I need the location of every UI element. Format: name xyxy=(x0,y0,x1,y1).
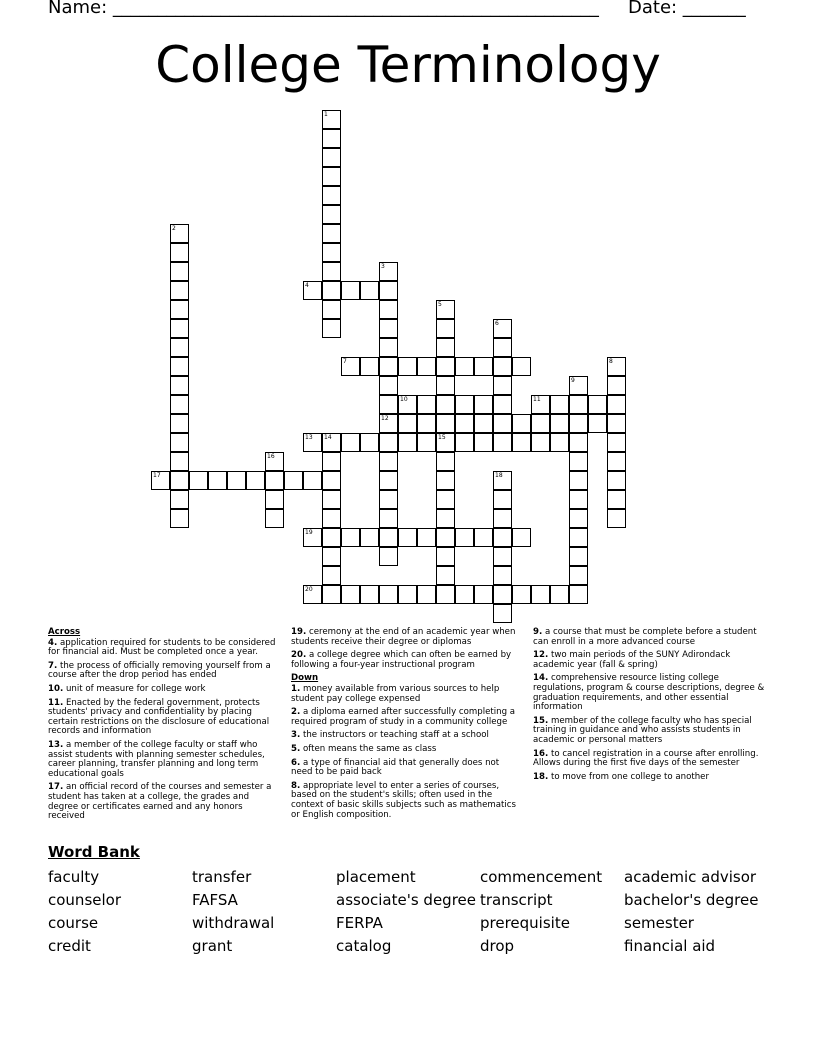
grid-cell[interactable] xyxy=(436,471,455,490)
word-bank-item: transcript xyxy=(480,891,553,909)
grid-cell[interactable] xyxy=(398,433,417,452)
grid-cell[interactable] xyxy=(455,357,474,376)
grid-cell[interactable] xyxy=(379,319,398,338)
down-clue xyxy=(291,745,523,755)
word-bank-item: transfer xyxy=(192,868,252,886)
grid-cell[interactable] xyxy=(322,528,341,547)
grid-cell[interactable] xyxy=(531,585,550,604)
across-clue xyxy=(48,685,280,695)
grid-cell[interactable] xyxy=(170,376,189,395)
grid-cell[interactable] xyxy=(436,528,455,547)
across-clue xyxy=(48,699,280,737)
grid-cell[interactable] xyxy=(227,471,246,490)
grid-cell[interactable] xyxy=(493,585,512,604)
grid-cell[interactable] xyxy=(531,414,550,433)
clue-text: member of the college faculty who has special training in guidance and who assists students in academic or personal matters xyxy=(533,715,752,745)
down-clue xyxy=(291,759,523,778)
grid-cell[interactable] xyxy=(322,300,341,319)
grid-cell[interactable] xyxy=(493,338,512,357)
grid-cell[interactable] xyxy=(550,585,569,604)
clue-number: 1. xyxy=(291,683,301,694)
clue-number: 17 xyxy=(153,472,161,479)
clue-text: appropriate level to enter a series of courses, based on the student's skills; often used in the context of basic skills subjects such as mathematics or English composition. xyxy=(291,780,517,820)
clue-text: to cancel registration in a course after enrolling. Allows during the first five days of the semester xyxy=(533,748,759,769)
grid-cell[interactable] xyxy=(322,129,341,148)
grid-cell[interactable] xyxy=(360,585,379,604)
grid-cell[interactable] xyxy=(493,414,512,433)
word-bank-item: associate's degree xyxy=(336,891,476,909)
grid-cell[interactable] xyxy=(265,452,284,471)
grid-cell[interactable] xyxy=(493,566,512,585)
down-clue xyxy=(291,685,523,704)
word-bank-item: academic advisor xyxy=(624,868,757,886)
grid-cell[interactable] xyxy=(170,509,189,528)
grid-cell[interactable] xyxy=(170,224,189,243)
grid-cell[interactable] xyxy=(569,471,588,490)
word-bank-column xyxy=(624,866,758,958)
grid-cell[interactable] xyxy=(474,414,493,433)
word-bank-item: bachelor's degree xyxy=(624,891,759,909)
grid-cell[interactable] xyxy=(379,414,398,433)
grid-cell[interactable] xyxy=(284,471,303,490)
grid-cell[interactable] xyxy=(322,281,341,300)
clue-number: 9. xyxy=(533,627,543,637)
grid-cell[interactable] xyxy=(265,509,284,528)
clue-text: a diploma earned after successfully completing a required program of study in a community college xyxy=(291,707,516,727)
grid-cell[interactable] xyxy=(493,509,512,528)
grid-cell[interactable] xyxy=(322,262,341,281)
grid-cell[interactable] xyxy=(398,528,417,547)
down-clue xyxy=(533,773,765,783)
grid-cell[interactable] xyxy=(379,452,398,471)
grid-cell[interactable] xyxy=(379,376,398,395)
grid-cell[interactable] xyxy=(189,471,208,490)
date-field[interactable]: Date: _______ xyxy=(628,0,746,18)
across-clue xyxy=(48,662,280,681)
grid-cell[interactable] xyxy=(398,414,417,433)
grid-cell[interactable] xyxy=(379,471,398,490)
grid-cell[interactable] xyxy=(455,395,474,414)
clue-number: 7 xyxy=(343,358,347,365)
grid-cell[interactable] xyxy=(170,395,189,414)
grid-cell[interactable] xyxy=(455,414,474,433)
clue-text: Enacted by the federal government, protects students' privacy and confidentiality by placing certain restrictions on the disclosure of educational records and information xyxy=(48,697,270,737)
grid-cell[interactable] xyxy=(493,528,512,547)
clue-number: 14. xyxy=(533,673,549,684)
clue-number: 8. xyxy=(291,780,301,791)
down-clue xyxy=(533,717,765,746)
clues-column-2 xyxy=(291,628,523,824)
word-bank-column xyxy=(480,866,602,958)
clue-number: 20. xyxy=(291,650,307,661)
grid-cell[interactable] xyxy=(208,471,227,490)
clue-number: 14 xyxy=(324,434,332,441)
clue-number: 9 xyxy=(571,377,575,384)
clue-text: comprehensive resource listing college regulations, program & course descriptions, degree & graduation requirements, and other essential information xyxy=(533,673,765,713)
down-clue xyxy=(533,651,765,670)
grid-cell[interactable] xyxy=(607,490,626,509)
grid-cell[interactable] xyxy=(436,319,455,338)
grid-cell[interactable] xyxy=(455,528,474,547)
grid-cell[interactable] xyxy=(436,566,455,585)
grid-cell[interactable] xyxy=(436,338,455,357)
grid-cell[interactable] xyxy=(493,604,512,623)
clue-number: 13 xyxy=(305,434,313,441)
clue-number: 5 xyxy=(438,301,442,308)
down-clue xyxy=(533,674,765,712)
grid-cell[interactable] xyxy=(569,585,588,604)
grid-cell[interactable] xyxy=(341,585,360,604)
grid-cell[interactable] xyxy=(493,471,512,490)
word-bank-column xyxy=(336,866,476,958)
across-heading: Across xyxy=(48,627,81,637)
grid-cell[interactable] xyxy=(379,509,398,528)
grid-cell[interactable] xyxy=(493,490,512,509)
grid-cell[interactable] xyxy=(322,547,341,566)
down-clue xyxy=(291,731,523,741)
clues-column-3 xyxy=(533,628,765,786)
grid-cell[interactable] xyxy=(569,395,588,414)
across-clue xyxy=(48,783,280,821)
grid-cell[interactable] xyxy=(303,528,322,547)
grid-cell[interactable] xyxy=(322,452,341,471)
grid-cell[interactable] xyxy=(170,452,189,471)
grid-cell[interactable] xyxy=(607,452,626,471)
clues-column-1 xyxy=(48,628,280,826)
grid-cell[interactable] xyxy=(360,281,379,300)
clue-number: 19 xyxy=(305,529,313,536)
grid-cell[interactable] xyxy=(569,414,588,433)
grid-cell[interactable] xyxy=(322,490,341,509)
clue-number: 18 xyxy=(495,472,503,479)
grid-cell[interactable] xyxy=(493,395,512,414)
word-bank-item: commencement xyxy=(480,868,603,886)
word-bank-item: grant xyxy=(192,937,233,955)
grid-cell[interactable] xyxy=(170,490,189,509)
grid-cell[interactable] xyxy=(436,490,455,509)
grid-cell[interactable] xyxy=(322,433,341,452)
grid-cell[interactable] xyxy=(322,471,341,490)
across-clue xyxy=(291,628,523,647)
grid-cell[interactable] xyxy=(569,452,588,471)
grid-cell[interactable] xyxy=(569,566,588,585)
grid-cell[interactable] xyxy=(417,528,436,547)
grid-cell[interactable] xyxy=(170,357,189,376)
grid-cell[interactable] xyxy=(493,319,512,338)
grid-cell[interactable] xyxy=(360,357,379,376)
grid-cell[interactable] xyxy=(322,110,341,129)
grid-cell[interactable] xyxy=(512,528,531,547)
grid-cell[interactable] xyxy=(455,433,474,452)
word-bank-item: semester xyxy=(624,914,694,932)
clue-text: a type of financial aid that generally does not need to be paid back xyxy=(291,757,500,778)
down-clue xyxy=(291,782,523,820)
grid-cell[interactable] xyxy=(322,566,341,585)
clue-number: 7. xyxy=(48,660,58,671)
clue-text: unit of measure for college work xyxy=(63,683,206,694)
grid-cell[interactable] xyxy=(322,319,341,338)
word-bank-item: prerequisite xyxy=(480,914,570,932)
grid-cell[interactable] xyxy=(436,585,455,604)
grid-cell[interactable] xyxy=(360,528,379,547)
clue-number: 12 xyxy=(381,415,389,422)
word-bank-item: credit xyxy=(48,937,91,955)
grid-cell[interactable] xyxy=(379,281,398,300)
clue-number: 13. xyxy=(48,739,64,750)
grid-cell[interactable] xyxy=(398,357,417,376)
word-bank-item: course xyxy=(48,914,99,932)
grid-cell[interactable] xyxy=(398,395,417,414)
grid-cell[interactable] xyxy=(550,433,569,452)
grid-cell[interactable] xyxy=(607,433,626,452)
grid-cell[interactable] xyxy=(436,395,455,414)
grid-cell[interactable] xyxy=(322,148,341,167)
grid-cell[interactable] xyxy=(398,585,417,604)
word-bank-item: drop xyxy=(480,937,515,955)
grid-cell[interactable] xyxy=(569,547,588,566)
grid-cell[interactable] xyxy=(531,433,550,452)
clue-number: 17. xyxy=(48,782,64,793)
grid-cell[interactable] xyxy=(569,509,588,528)
grid-cell[interactable] xyxy=(493,433,512,452)
clue-number: 15. xyxy=(533,715,549,726)
grid-cell[interactable] xyxy=(512,414,531,433)
grid-cell[interactable] xyxy=(436,509,455,528)
grid-cell[interactable] xyxy=(341,433,360,452)
grid-cell[interactable] xyxy=(151,471,170,490)
grid-cell[interactable] xyxy=(417,414,436,433)
clue-text: to move from one college to another xyxy=(548,771,709,782)
clue-number: 16. xyxy=(533,748,549,759)
grid-cell[interactable] xyxy=(170,433,189,452)
clue-text: the process of officially removing yourself from a course after the drop period has ended xyxy=(48,660,271,681)
grid-cell[interactable] xyxy=(322,205,341,224)
clue-text: a member of the college faculty or staff who assist students with planning semester schedules, career planning, transfer planning and long term educational goals xyxy=(48,739,265,779)
clue-text: a course that must be complete before a student can enroll in a more advanced course xyxy=(533,627,757,647)
grid-cell[interactable] xyxy=(265,471,284,490)
grid-cell[interactable] xyxy=(550,414,569,433)
grid-cell[interactable] xyxy=(379,395,398,414)
grid-cell[interactable] xyxy=(265,490,284,509)
grid-cell[interactable] xyxy=(379,585,398,604)
clue-number: 6 xyxy=(495,320,499,327)
clue-text: application required for students to be considered for financial aid. Must be completed once a year. xyxy=(48,637,276,658)
grid-cell[interactable] xyxy=(170,414,189,433)
grid-cell[interactable] xyxy=(170,243,189,262)
grid-cell[interactable] xyxy=(322,243,341,262)
grid-cell[interactable] xyxy=(322,509,341,528)
grid-cell[interactable] xyxy=(474,528,493,547)
grid-cell[interactable] xyxy=(379,300,398,319)
grid-cell[interactable] xyxy=(531,395,550,414)
grid-cell[interactable] xyxy=(379,262,398,281)
grid-cell[interactable] xyxy=(436,357,455,376)
grid-cell[interactable] xyxy=(417,433,436,452)
grid-cell[interactable] xyxy=(607,414,626,433)
clue-number: 20 xyxy=(305,586,313,593)
grid-cell[interactable] xyxy=(607,376,626,395)
grid-cell[interactable] xyxy=(512,433,531,452)
down-clue xyxy=(533,750,765,769)
across-clue xyxy=(291,651,523,670)
grid-cell[interactable] xyxy=(588,395,607,414)
clue-text: often means the same as class xyxy=(300,743,437,754)
grid-cell[interactable] xyxy=(607,471,626,490)
grid-cell[interactable] xyxy=(569,528,588,547)
grid-cell[interactable] xyxy=(322,585,341,604)
clue-text: an official record of the courses and semester a student has taken at a college, the grades and degree or certificates earned and any honors received xyxy=(48,782,272,822)
grid-cell[interactable] xyxy=(246,471,265,490)
word-bank-column xyxy=(48,866,121,958)
down-heading: Down xyxy=(291,673,319,684)
grid-cell[interactable] xyxy=(379,433,398,452)
clue-number: 16 xyxy=(267,453,275,460)
grid-cell[interactable] xyxy=(170,262,189,281)
grid-cell[interactable] xyxy=(474,395,493,414)
grid-cell[interactable] xyxy=(379,338,398,357)
clue-text: two main periods of the SUNY Adirondack academic year (fall & spring) xyxy=(533,650,731,670)
grid-cell[interactable] xyxy=(170,281,189,300)
grid-cell[interactable] xyxy=(474,357,493,376)
across-clue xyxy=(48,639,280,658)
clue-number: 2 xyxy=(172,225,176,232)
grid-cell[interactable] xyxy=(455,585,474,604)
clue-number: 8 xyxy=(609,358,613,365)
grid-cell[interactable] xyxy=(303,471,322,490)
grid-cell[interactable] xyxy=(417,357,436,376)
clue-number: 11 xyxy=(533,396,541,403)
clue-number: 3. xyxy=(291,730,301,741)
grid-cell[interactable] xyxy=(436,414,455,433)
grid-cell[interactable] xyxy=(322,167,341,186)
down-clue xyxy=(291,708,523,727)
word-bank-item: FERPA xyxy=(336,914,383,932)
grid-cell[interactable] xyxy=(493,357,512,376)
word-bank-item: faculty xyxy=(48,868,100,886)
clue-number: 3 xyxy=(381,263,385,270)
grid-cell[interactable] xyxy=(436,376,455,395)
grid-cell[interactable] xyxy=(170,300,189,319)
word-bank-item: FAFSA xyxy=(192,891,238,909)
grid-cell[interactable] xyxy=(569,433,588,452)
grid-cell[interactable] xyxy=(569,490,588,509)
grid-cell[interactable] xyxy=(341,281,360,300)
clue-number: 1 xyxy=(324,111,328,118)
grid-cell[interactable] xyxy=(474,433,493,452)
name-field[interactable]: Name: ______________________________________________________ xyxy=(48,0,599,18)
grid-cell[interactable] xyxy=(493,547,512,566)
word-bank-column xyxy=(192,866,274,958)
grid-cell[interactable] xyxy=(417,395,436,414)
clue-number: 2. xyxy=(291,707,301,718)
clue-number: 11. xyxy=(48,697,64,708)
grid-cell[interactable] xyxy=(303,585,322,604)
grid-cell[interactable] xyxy=(170,471,189,490)
grid-cell[interactable] xyxy=(436,300,455,319)
word-bank-item: financial aid xyxy=(624,937,716,955)
clue-text: a college degree which can often be earned by following a four-year instructional program xyxy=(291,650,512,670)
grid-cell[interactable] xyxy=(303,281,322,300)
word-bank-title: Word Bank xyxy=(48,843,140,861)
word-bank-item: withdrawal xyxy=(192,914,275,932)
clue-number: 18. xyxy=(533,771,549,782)
grid-cell[interactable] xyxy=(569,376,588,395)
word-bank-item: placement xyxy=(336,868,416,886)
clue-number: 5. xyxy=(291,743,301,754)
grid-cell[interactable] xyxy=(474,585,493,604)
grid-cell[interactable] xyxy=(379,357,398,376)
grid-cell[interactable] xyxy=(303,433,322,452)
grid-cell[interactable] xyxy=(322,224,341,243)
clue-number: 19. xyxy=(291,627,307,637)
clue-number: 4 xyxy=(305,282,309,289)
grid-cell[interactable] xyxy=(436,547,455,566)
grid-cell[interactable] xyxy=(170,338,189,357)
clue-number: 6. xyxy=(291,757,301,768)
clue-number: 10 xyxy=(400,396,408,403)
grid-cell[interactable] xyxy=(379,528,398,547)
grid-cell[interactable] xyxy=(341,357,360,376)
grid-cell[interactable] xyxy=(170,319,189,338)
grid-cell[interactable] xyxy=(322,186,341,205)
grid-cell[interactable] xyxy=(436,433,455,452)
clue-text: ceremony at the end of an academic year when students receive their degree or diplomas xyxy=(291,627,516,647)
grid-cell[interactable] xyxy=(607,357,626,376)
grid-cell[interactable] xyxy=(607,395,626,414)
grid-cell[interactable] xyxy=(379,547,398,566)
clue-number: 4. xyxy=(48,637,58,648)
clue-number: 12. xyxy=(533,650,549,661)
page-title: College Terminology xyxy=(155,36,661,94)
grid-cell[interactable] xyxy=(512,357,531,376)
grid-cell[interactable] xyxy=(436,452,455,471)
grid-cell[interactable] xyxy=(607,509,626,528)
clue-text: the instructors or teaching staff at a school xyxy=(300,730,489,741)
down-clue xyxy=(533,628,765,647)
across-clue xyxy=(48,741,280,779)
clue-number: 15 xyxy=(438,434,446,441)
grid-cell[interactable] xyxy=(379,490,398,509)
word-bank-item: counselor xyxy=(48,891,121,909)
word-bank-item: catalog xyxy=(336,937,392,955)
grid-cell[interactable] xyxy=(341,528,360,547)
grid-cell[interactable] xyxy=(493,376,512,395)
grid-cell[interactable] xyxy=(588,414,607,433)
grid-cell[interactable] xyxy=(360,433,379,452)
grid-cell[interactable] xyxy=(512,585,531,604)
grid-cell[interactable] xyxy=(417,585,436,604)
grid-cell[interactable] xyxy=(550,395,569,414)
clue-text: money available from various sources to help student pay college expensed xyxy=(291,683,500,704)
clue-number: 10. xyxy=(48,683,64,694)
